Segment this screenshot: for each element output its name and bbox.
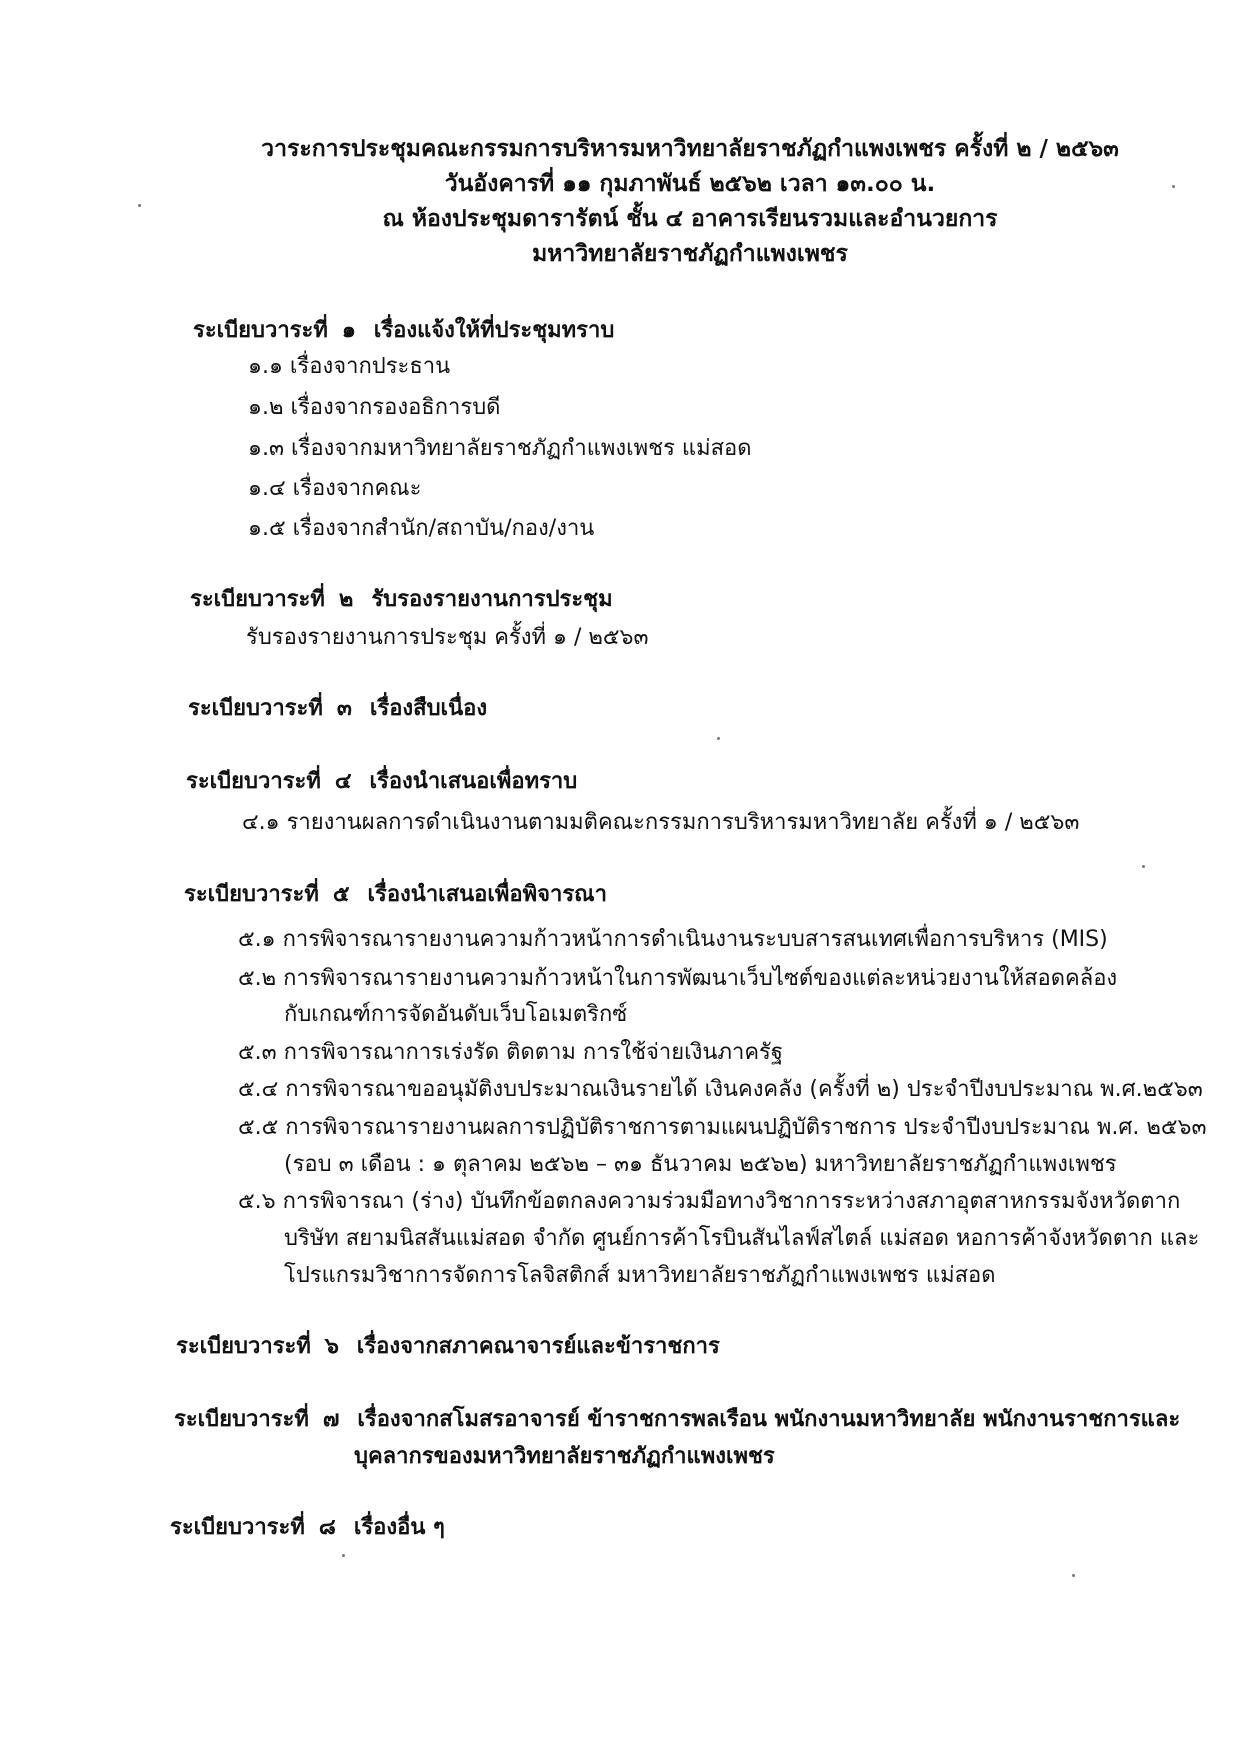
agenda-title: เรื่องนำเสนอเพื่อทราบ: [369, 769, 578, 794]
agenda-heading-4: [186, 767, 577, 797]
meeting-venue: ณ ห้องประชุมดารารัตน์ ชั้น ๔ อาคารเรียนรวมและอำนวยการ: [382, 206, 998, 232]
meeting-date: วันอังคารที่ ๑๑ กุมภาพันธ์ ๒๕๖๒ เวลา ๑๓.๐๐ น.: [444, 171, 936, 197]
agenda-title: เรื่องนำเสนอเพื่อพิจารณา: [367, 882, 607, 907]
agenda-number: ๖: [324, 1334, 339, 1359]
agenda-item-continuation: โปรแกรมวิชาการจัดการโลจิสติกส์ มหาวิทยาลัยราชภัฏกำแพงเพชร แม่สอด: [284, 1263, 996, 1288]
scan-speck: [1072, 1574, 1075, 1577]
agenda-item: ๑.๑ เรื่องจากประธาน: [248, 354, 451, 379]
agenda-item: ๑.๔ เรื่องจากคณะ: [248, 476, 422, 501]
agenda-label: ระเบียบวาระที่: [174, 1407, 309, 1432]
scan-speck: [717, 737, 720, 740]
agenda-title: เรื่องสืบเนื่อง: [369, 696, 488, 721]
agenda-item: ๕.๕ การพิจารณารายงานผลการปฏิบัติราชการตามแผนปฏิบัติราชการ ประจำปีงบประมาณ พ.ศ. ๒๕๖๓: [238, 1115, 1207, 1140]
agenda-item-continuation: (รอบ ๓ เดือน : ๑ ตุลาคม ๒๕๖๒ – ๓๑ ธันวาคม ๒๕๖๒) มหาวิทยาลัยราชภัฏกำแพงเพชร: [284, 1152, 1117, 1177]
agenda-title-continuation: บุคลากรของมหาวิทยาลัยราชภัฏกำแพงเพชร: [354, 1444, 775, 1469]
document-header: [260, 132, 1120, 272]
agenda-item: ๕.๒ การพิจารณารายงานความก้าวหน้าในการพัฒนาเว็บไซต์ของแต่ละหน่วยงานให้สอดคล้อง: [238, 966, 1118, 991]
agenda-title: รับรองรายงานการประชุม: [371, 587, 613, 612]
agenda-item-continuation: กับเกณฑ์การจัดอันดับเว็บโอเมตริกซ์: [284, 1002, 628, 1027]
agenda-title: เรื่องอื่น ๆ: [353, 1515, 445, 1540]
agenda-label: ระเบียบวาระที่: [176, 1334, 311, 1359]
scan-speck: [1172, 185, 1175, 188]
agenda-item: ๑.๒ เรื่องจากรองอธิการบดี: [248, 395, 501, 420]
agenda-number: ๓: [336, 696, 352, 721]
agenda-heading-1: [193, 316, 614, 346]
agenda-title: เรื่องจากสภาคณาจารย์และข้าราชการ: [356, 1334, 720, 1359]
agenda-item: รับรองรายงานการประชุม ครั้งที่ ๑ / ๒๕๖๓: [246, 625, 649, 650]
agenda-heading-2: [190, 585, 613, 615]
agenda-item: ๕.๖ การพิจารณา (ร่าง) บันทึกข้อตกลงความร่วมมือทางวิชาการระหว่างสภาอุตสาหกรรมจังหวัดตาก: [238, 1189, 1181, 1214]
agenda-item: ๕.๑ การพิจารณารายงานความก้าวหน้าการดำเนินงานระบบสารสนเทศเพื่อการบริหาร (MIS): [238, 927, 1108, 952]
agenda-item: ๑.๓ เรื่องจากมหาวิทยาลัยราชภัฏกำแพงเพชร แม่สอด: [248, 436, 752, 461]
agenda-number: ๑: [341, 318, 356, 343]
meeting-university: มหาวิทยาลัยราชภัฏกำแพงเพชร: [532, 241, 848, 267]
agenda-item: ๔.๑ รายงานผลการดำเนินงานตามมติคณะกรรมการบริหารมหาวิทยาลัย ครั้งที่ ๑ / ๒๕๖๓: [242, 810, 1080, 835]
agenda-title: เรื่องแจ้งให้ที่ประชุมทราบ: [373, 318, 615, 343]
agenda-label: ระเบียบวาระที่: [188, 696, 323, 721]
agenda-heading-6: [176, 1332, 720, 1362]
agenda-number: ๔: [334, 769, 352, 794]
agenda-item-continuation: บริษัท สยามนิสสันแม่สอด จำกัด ศูนย์การค้าโรบินสันไลฟ์สไตล์ แม่สอด หอการค้าจังหวัดตาก และ: [284, 1226, 1200, 1251]
meeting-title: วาระการประชุมคณะกรรมการบริหารมหาวิทยาลัยราชภัฏกำแพงเพชร ครั้งที่ ๒ / ๒๕๖๓: [261, 136, 1119, 162]
agenda-heading-7: [174, 1405, 1180, 1435]
agenda-label: ระเบียบวาระที่: [193, 318, 328, 343]
scan-speck: [1142, 865, 1145, 868]
agenda-label: ระเบียบวาระที่: [170, 1515, 305, 1540]
agenda-heading-3: [188, 694, 487, 724]
agenda-title: เรื่องจากสโมสรอาจารย์ ข้าราชการพลเรือน พนักงานมหาวิทยาลัย พนักงานราชการและ: [357, 1407, 1181, 1432]
agenda-number: ๒: [338, 587, 354, 612]
agenda-label: ระเบียบวาระที่: [184, 882, 319, 907]
agenda-item: ๑.๕ เรื่องจากสำนัก/สถาบัน/กอง/งาน: [248, 516, 595, 541]
agenda-heading-5: [184, 880, 607, 910]
agenda-item: ๕.๔ การพิจารณาขออนุมัติงบประมาณเงินรายได้ เงินคงคลัง (ครั้งที่ ๒) ประจำปีงบประมาณ พ.ศ.๒๕๖๓: [238, 1077, 1203, 1102]
agenda-heading-8: [170, 1513, 445, 1543]
scan-speck: [342, 1554, 345, 1557]
agenda-number: ๘: [318, 1515, 336, 1540]
agenda-label: ระเบียบวาระที่: [190, 587, 325, 612]
scan-speck: [138, 204, 141, 207]
agenda-number: ๗: [322, 1407, 340, 1432]
agenda-number: ๕: [332, 882, 350, 907]
agenda-label: ระเบียบวาระที่: [186, 769, 321, 794]
agenda-item: ๕.๓ การพิจารณาการเร่งรัด ติดตาม การใช้จ่ายเงินภาครัฐ: [238, 1040, 783, 1065]
